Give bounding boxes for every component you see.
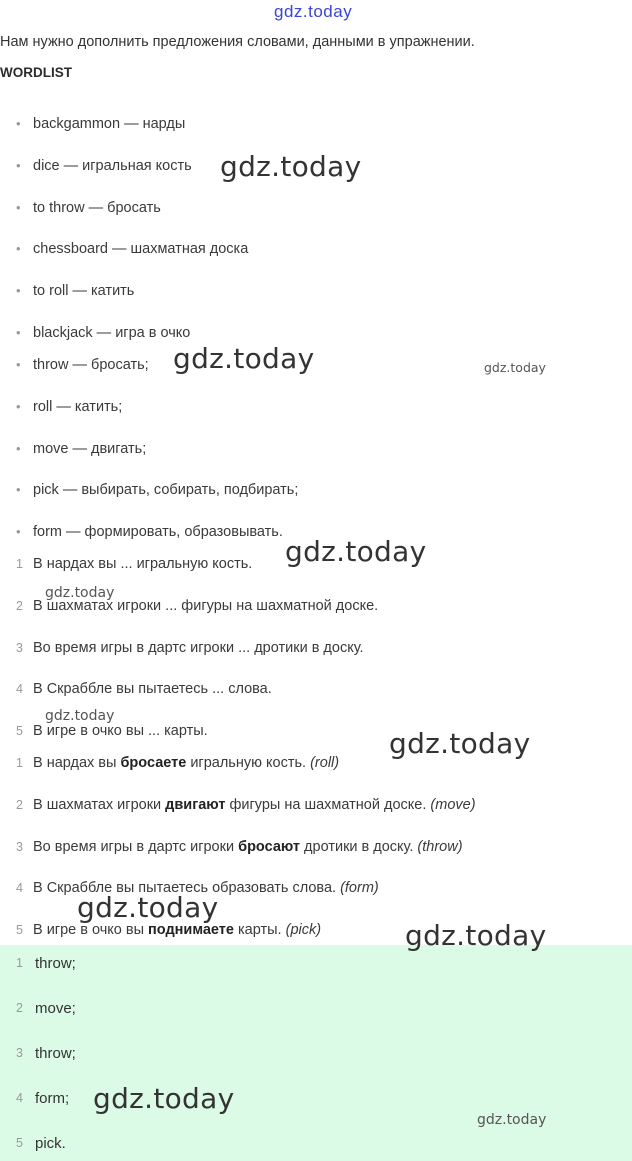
answer-item: 4 form; xyxy=(16,1090,70,1107)
task-sentence: 2 В шахматах игроки ... фигуры на шахматной доске. xyxy=(16,598,379,614)
watermark: gdz.today xyxy=(220,150,362,183)
watermark: gdz.today xyxy=(93,1082,235,1115)
task-sentence: 3 Во время игры в дартс игроки ... дротики в доску. xyxy=(16,640,364,656)
list-item: • move — двигать; xyxy=(16,441,147,457)
task-sentence: 4 В Скраббле вы пытаетесь ... слова. xyxy=(16,681,272,697)
intro-text: Нам нужно дополнить предложения словами, данными в упражнении. xyxy=(0,34,475,50)
list-item: • chessboard — шахматная доска xyxy=(16,241,249,257)
bullet-dot-icon: • xyxy=(16,116,21,131)
watermark: gdz.today xyxy=(405,919,547,952)
list-item: • throw — бросать; xyxy=(16,357,149,373)
list-item: • to roll — катить xyxy=(16,283,135,299)
list-item: • to throw — бросать xyxy=(16,200,161,216)
bullet-dot-icon: • xyxy=(16,200,21,215)
watermark: gdz.today xyxy=(484,360,546,375)
answers-panel xyxy=(0,945,632,1161)
answer-sentence: 2 В шахматах игроки двигают фигуры на шахматной доске. (move) xyxy=(16,797,476,813)
bullet-dot-icon: • xyxy=(16,158,21,173)
bullet-dot-icon: • xyxy=(16,482,21,497)
watermark: gdz.today xyxy=(477,1112,547,1128)
watermark: gdz.today xyxy=(77,891,219,924)
answer-item: 5 pick. xyxy=(16,1135,66,1152)
answer-sentence: 3 Во время игры в дартс игроки бросают дротики в доску. (throw) xyxy=(16,839,463,855)
task-sentence: 5 В игре в очко вы ... карты. xyxy=(16,723,208,739)
watermark: gdz.today xyxy=(285,535,427,568)
bullet-dot-icon: • xyxy=(16,325,21,340)
bullet-dot-icon: • xyxy=(16,399,21,414)
task-sentence: 1 В нардах вы ... игральную кость. xyxy=(16,556,253,572)
list-item: • blackjack — игра в очко xyxy=(16,325,191,341)
top-watermark: gdz.today xyxy=(274,2,353,21)
list-item: • form — формировать, образовывать. xyxy=(16,524,283,540)
watermark: gdz.today xyxy=(45,708,115,724)
answer-sentence: 4 В Скраббле вы пытаетесь образовать слова. (form) xyxy=(16,880,379,896)
bullet-dot-icon: • xyxy=(16,283,21,298)
list-item: • dice — игральная кость xyxy=(16,158,192,174)
answer-item: 3 throw; xyxy=(16,1045,76,1062)
answer-sentence: 1 В нардах вы бросаете игральную кость. (roll) xyxy=(16,755,340,771)
list-item: • pick — выбирать, собирать, подбирать; xyxy=(16,482,299,498)
list-item: • roll — катить; xyxy=(16,399,123,415)
bullet-dot-icon: • xyxy=(16,241,21,256)
answer-sentence: 5 В игре в очко вы поднимаете карты. (pick) xyxy=(16,922,322,938)
answer-item: 2 move; xyxy=(16,1000,76,1017)
wordlist-heading: WORDLIST xyxy=(0,65,72,80)
watermark: gdz.today xyxy=(45,585,115,601)
bullet-dot-icon: • xyxy=(16,357,21,372)
watermark: gdz.today xyxy=(389,727,531,760)
bullet-dot-icon: • xyxy=(16,441,21,456)
watermark: gdz.today xyxy=(173,342,315,375)
bullet-dot-icon: • xyxy=(16,524,21,539)
list-item: • backgammon — нарды xyxy=(16,116,186,132)
answer-item: 1 throw; xyxy=(16,955,76,972)
